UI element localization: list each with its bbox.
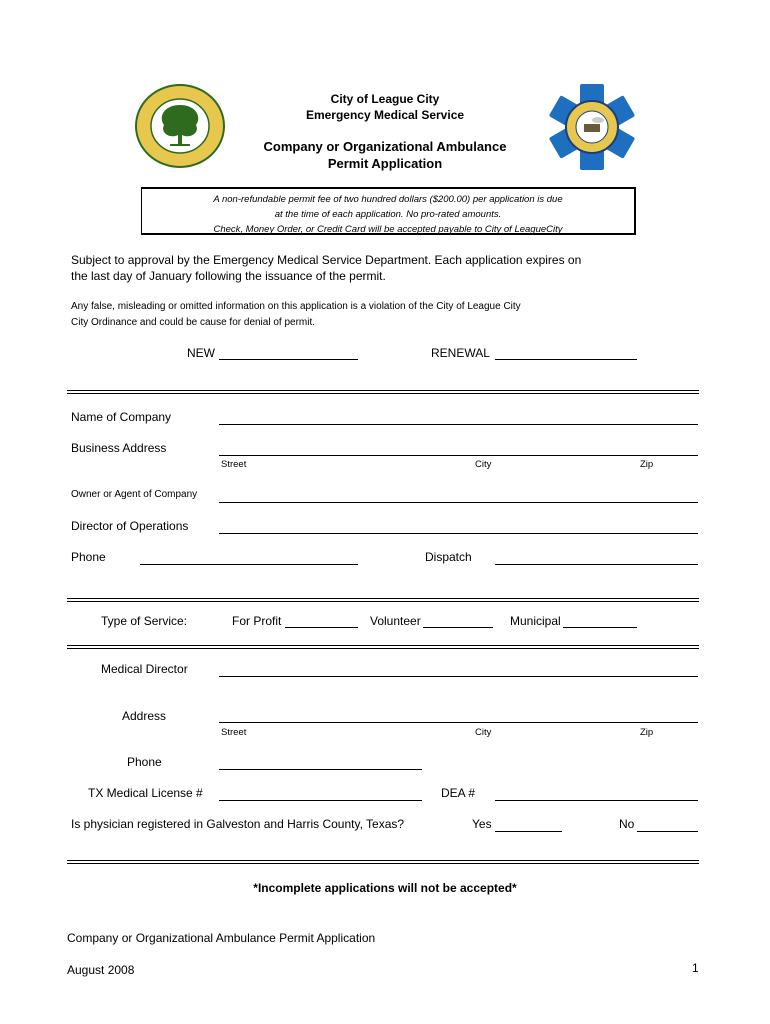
no-field[interactable] bbox=[637, 831, 698, 832]
header-city: City of League City bbox=[330, 92, 440, 106]
renewal-label: RENEWAL bbox=[431, 346, 490, 360]
no-label: No bbox=[619, 817, 635, 831]
section-divider bbox=[67, 390, 699, 394]
header-title-line2: Permit Application bbox=[327, 156, 443, 171]
footer-date: August 2008 bbox=[67, 963, 135, 977]
company-phone-label: Phone bbox=[71, 550, 106, 564]
header-department: Emergency Medical Service bbox=[305, 108, 465, 122]
yes-field[interactable] bbox=[495, 831, 562, 832]
new-label: NEW bbox=[187, 346, 215, 360]
intro-para2-line2: City Ordinance and could be cause for denial of permit. bbox=[71, 317, 316, 328]
medical-phone-field[interactable] bbox=[219, 769, 422, 770]
footer-form-name: Company or Organizational Ambulance Permit Application bbox=[67, 931, 376, 945]
business-zip-caption: Zip bbox=[640, 459, 654, 470]
volunteer-label: Volunteer bbox=[370, 614, 421, 628]
page-number: 1 bbox=[692, 961, 699, 975]
yes-label: Yes bbox=[472, 817, 492, 831]
dea-label: DEA # bbox=[441, 786, 476, 800]
business-address-label: Business Address bbox=[71, 441, 167, 455]
notice-line-1: A non-refundable permit fee of two hundred dollars ($200.00) per application is due bbox=[213, 194, 563, 205]
business-street-caption: Street bbox=[221, 459, 247, 470]
tx-license-label: TX Medical License # bbox=[88, 786, 203, 800]
section-divider bbox=[67, 645, 699, 649]
section-divider bbox=[67, 860, 699, 864]
incomplete-warning: *Incomplete applications will not be accepted* bbox=[253, 881, 517, 895]
registered-question: Is physician registered in Galveston and Harris County, Texas? bbox=[71, 817, 405, 831]
company-name-field[interactable] bbox=[219, 424, 698, 425]
service-type-label: Type of Service: bbox=[101, 614, 188, 628]
owner-agent-label: Owner or Agent of Company bbox=[71, 489, 198, 500]
intro-para1-line1: Subject to approval by the Emergency Medical Service Department. Each application expires on bbox=[71, 253, 582, 267]
medical-address-label: Address bbox=[122, 709, 167, 723]
medical-phone-label: Phone bbox=[127, 755, 162, 769]
medical-street-caption: Street bbox=[221, 727, 247, 738]
company-name-label: Name of Company bbox=[71, 410, 172, 424]
municipal-label: Municipal bbox=[510, 614, 561, 628]
fee-notice-box bbox=[141, 187, 636, 235]
business-city-caption: City bbox=[475, 459, 492, 470]
volunteer-field[interactable] bbox=[423, 627, 493, 628]
header-title-line1: Company or Organizational Ambulance bbox=[263, 139, 507, 154]
notice-line-2: at the time of each application. No pro-rated amounts. bbox=[274, 209, 502, 220]
dispatch-label: Dispatch bbox=[425, 550, 472, 564]
medical-director-label: Medical Director bbox=[101, 662, 188, 676]
intro-para1-line2: the last day of January following the issuance of the permit. bbox=[71, 269, 386, 283]
medical-city-caption: City bbox=[475, 727, 492, 738]
director-operations-label: Director of Operations bbox=[71, 519, 189, 533]
for-profit-label: For Profit bbox=[232, 614, 282, 628]
business-address-field[interactable] bbox=[219, 455, 698, 456]
medical-director-field[interactable] bbox=[219, 676, 698, 677]
renewal-field[interactable] bbox=[495, 359, 637, 360]
tx-license-field[interactable] bbox=[219, 800, 422, 801]
dea-field[interactable] bbox=[495, 800, 698, 801]
section-divider bbox=[67, 598, 699, 602]
new-field[interactable] bbox=[219, 359, 358, 360]
company-phone-field[interactable] bbox=[140, 564, 358, 565]
for-profit-field[interactable] bbox=[285, 627, 358, 628]
medical-address-field[interactable] bbox=[219, 722, 698, 723]
municipal-field[interactable] bbox=[563, 627, 637, 628]
owner-agent-field[interactable] bbox=[219, 502, 698, 503]
director-operations-field[interactable] bbox=[219, 533, 698, 534]
dispatch-field[interactable] bbox=[495, 564, 698, 565]
intro-para2-line1: Any false, misleading or omitted information on this application is a violation of the City of League City bbox=[71, 301, 521, 312]
medical-zip-caption: Zip bbox=[640, 727, 654, 738]
notice-line-3: Check, Money Order, or Credit Card will be accepted payable to City of LeagueCity bbox=[213, 224, 563, 235]
